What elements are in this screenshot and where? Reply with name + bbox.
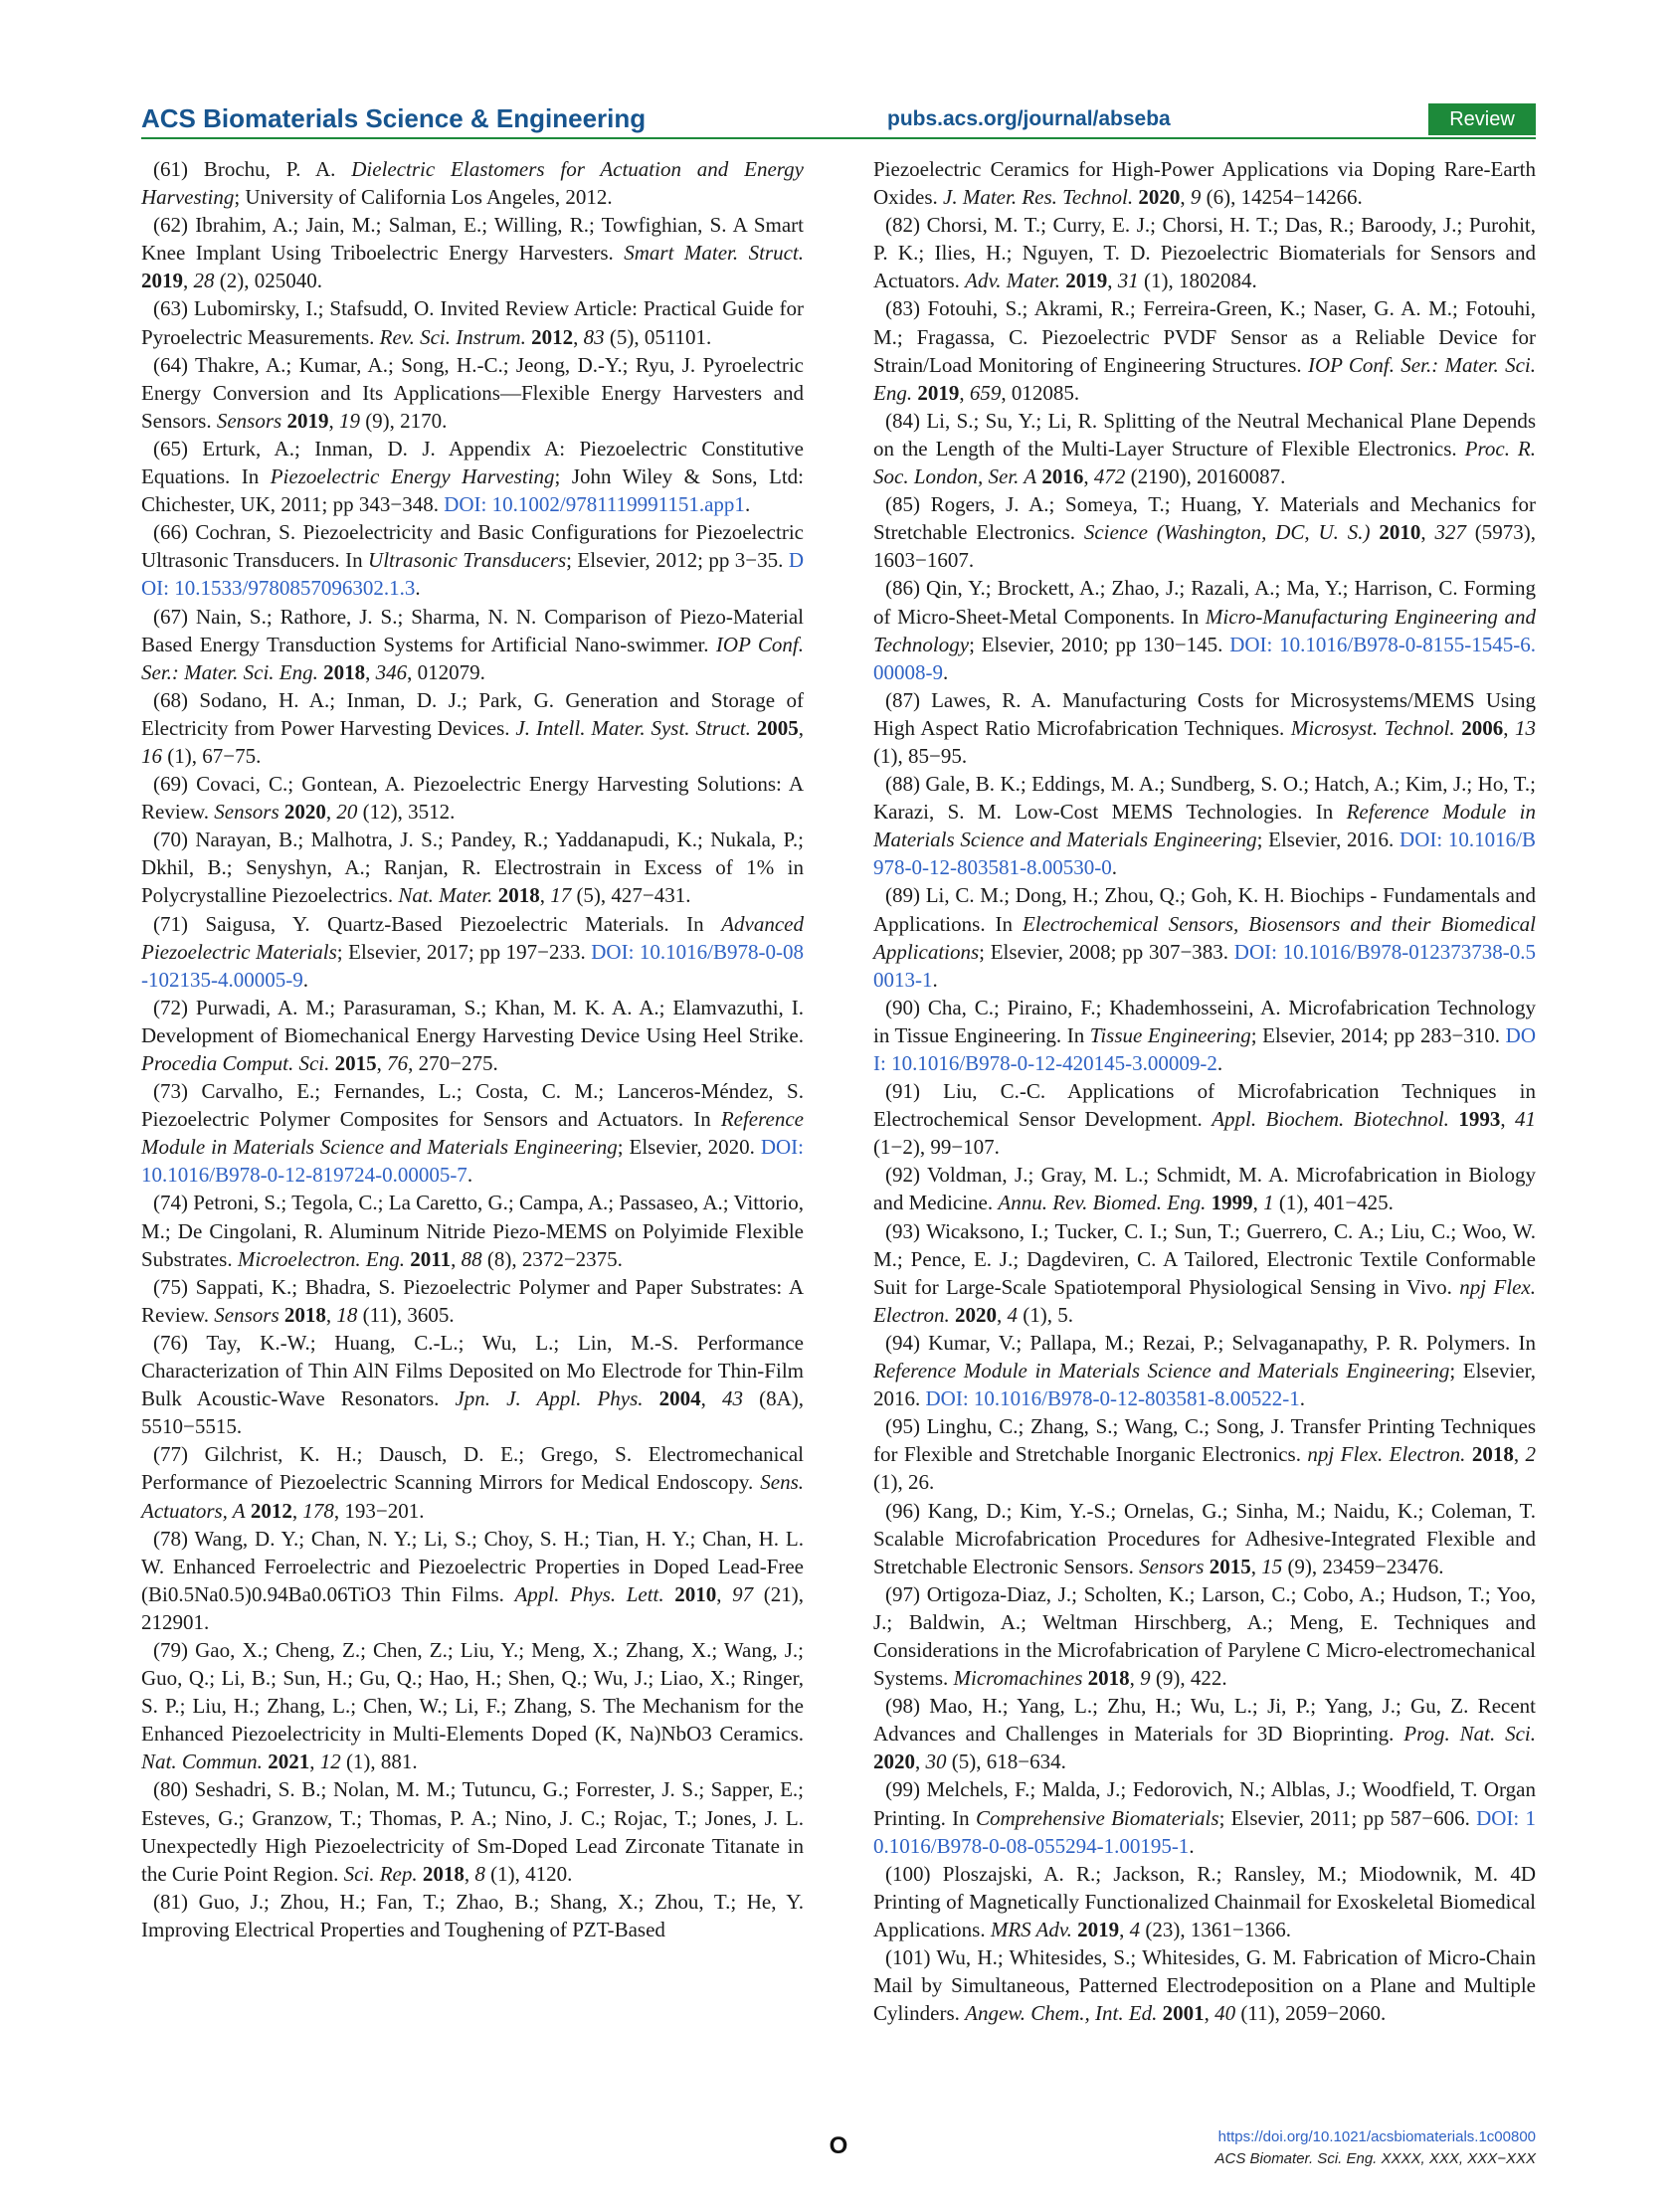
page-number: O — [829, 2132, 848, 2159]
references-column-left — [141, 155, 804, 1943]
reference-text: , — [1513, 1442, 1526, 1467]
reference-entry — [141, 211, 804, 294]
reference-text: (69) Covaci, C.; Gontean, A. Piezoelectric Energy Harvesting Solutions: A Review. — [141, 772, 804, 825]
reference-title-or-journal: Sensors — [216, 408, 282, 433]
reference-text: (88) Gale, B. K.; Eddings, M. A.; Sundberg, S. O.; Hatch, A.; Kim, J.; Ho, T.; Karazi, S. M. Low-Cost MEMS Technologies. In — [873, 772, 1536, 825]
reference-entry — [873, 1161, 1536, 1216]
reference-text: (1), 26. — [873, 1470, 935, 1495]
reference-text: (89) Li, C. M.; Dong, H.; Zhou, Q.; Goh, K. H. Biochips - Fundamentals and Applications. In — [873, 883, 1536, 936]
reference-year: 2004 — [658, 1386, 701, 1411]
reference-title-or-journal: Reference Module in Materials Science and Materials Engineering — [873, 1359, 1450, 1383]
reference-text: (91) Liu, C.-C. Applications of Microfabrication Techniques in Electrochemical Sensor Development. — [873, 1079, 1536, 1132]
reference-entry — [873, 211, 1536, 294]
reference-text: , — [376, 1051, 388, 1075]
reference-year: 2015 — [1209, 1554, 1251, 1578]
reference-text: (86) Qin, Y.; Brockett, A.; Zhao, J.; Razali, A.; Ma, Y.; Harrison, C. Forming of Micro-Sheet-Metal Components. In — [873, 576, 1536, 629]
reference-text: (12), 3512. — [357, 800, 456, 825]
reference-text: (1), 85−95. — [873, 743, 968, 768]
doi-link[interactable]: DOI: 10.1016/B978-012373738-0.50013-1 — [873, 939, 1536, 992]
reference-text: , — [915, 1750, 926, 1774]
reference-text: (77) Gilchrist, K. H.; Dausch, D. E.; Grego, S. Electromechanical Performance of Piezoelectric Scanning Mirrors for Medical Endoscopy. — [141, 1442, 804, 1495]
reference-entry — [873, 881, 1536, 993]
reference-year: 2019 — [917, 380, 960, 405]
reference-text: , — [309, 1750, 320, 1774]
reference-entry — [141, 1888, 804, 1943]
reference-text: (66) Cochran, S. Piezoelectricity and Basic Configurations for Piezoelectric Ultrasonic Transducers. In — [141, 520, 804, 573]
reference-title-or-journal: Reference Module in Materials Science and Materials Engineering — [141, 1107, 804, 1160]
reference-title-or-journal: Microelectron. Eng. — [237, 1246, 405, 1271]
reference-text: (101) Wu, H.; Whitesides, S.; Whitesides, G. M. Fabrication of Micro-Chain Mail by Simultaneous, Patterned Electrodeposition on a Plane and Multiple Cylinders. — [873, 1945, 1536, 2026]
reference-text: , — [1180, 185, 1191, 210]
reference-text: (98) Mao, H.; Yang, L.; Zhu, H.; Wu, L.; Ji, P.; Yang, J.; Gu, Z. Recent Advances and Challenges in Materials for 3D Bioprinting. — [873, 1694, 1536, 1747]
reference-year: 2018 — [497, 883, 540, 908]
reference-text: . — [415, 576, 421, 601]
reference-text: (2190), 20160087. — [1125, 464, 1286, 489]
reference-text: , — [539, 883, 551, 908]
reference-title-or-journal: 41 — [1515, 1107, 1537, 1132]
reference-entry — [873, 686, 1536, 770]
reference-text: (1), 4120. — [484, 1861, 573, 1886]
reference-text: . — [1111, 855, 1117, 880]
reference-entry — [873, 1775, 1536, 1859]
reference-text: (62) Ibrahim, A.; Jain, M.; Salman, E.; Willing, R.; Towfighian, S. A Smart Knee Implant Using Triboelectric Energy Harvesters. — [141, 213, 804, 266]
reference-text: Piezoelectric Ceramics for High-Power Applications via Doping Rare-Earth Oxides. — [873, 157, 1536, 210]
reference-entry — [141, 910, 804, 994]
reference-text: (64) Thakre, A.; Kumar, A.; Song, H.-C.; Jeong, D.-Y.; Ryu, J. Pyroelectric Energy Conversion and Its Applications—Flexible Energy Harvesters and Sensors. — [141, 352, 804, 433]
reference-text: , — [451, 1246, 462, 1271]
reference-text: (61) Brochu, P. A. — [153, 157, 352, 181]
reference-year: 2018 — [1471, 1442, 1514, 1467]
reference-title-or-journal: 178 — [302, 1498, 334, 1523]
reference-text: , — [1250, 1554, 1262, 1578]
doi-link[interactable]: DOI: 10.1002/9781119991151.app1 — [444, 492, 745, 517]
reference-text: (76) Tay, K.-W.; Huang, C.-L.; Wu, L.; Lin, M.-S. Performance Characterization of Thin AlN Films Deposited on Mo Electrode for Thin-Film Bulk Acoustic-Wave Resonators. — [141, 1330, 804, 1411]
reference-year: 2018 — [1087, 1666, 1130, 1691]
reference-title-or-journal: Adv. Mater. — [965, 269, 1060, 293]
reference-text: , — [183, 269, 194, 293]
reference-entry — [141, 435, 804, 518]
reference-entry — [873, 155, 1536, 211]
reference-entry — [873, 574, 1536, 685]
doi-link[interactable]: DOI: 10.1016/B978-0-12-803581-8.00530-0 — [873, 828, 1536, 880]
reference-text: (65) Erturk, A.; Inman, D. J. Appendix A: Piezoelectric Constitutive Equations. In — [141, 436, 804, 489]
reference-entry — [141, 1077, 804, 1189]
reference-text: , 193−201. — [333, 1498, 425, 1523]
reference-title-or-journal: Angew. Chem., Int. Ed. — [965, 2001, 1158, 2026]
reference-title-or-journal: Dielectric Elastomers for Actuation and Energy Harvesting — [141, 157, 804, 210]
reference-title-or-journal: 327 — [1434, 520, 1466, 545]
references-column-right — [873, 155, 1536, 2027]
reference-year: 2018 — [422, 1861, 465, 1886]
reference-text: , — [365, 659, 376, 684]
reference-entry — [873, 1497, 1536, 1580]
reference-year: 2011 — [410, 1246, 452, 1271]
reference-text: , — [325, 1302, 337, 1327]
reference-text: , — [1129, 1666, 1141, 1691]
reference-title-or-journal: 659 — [969, 380, 1002, 405]
reference-text: (5), 618−634. — [946, 1750, 1066, 1774]
reference-entry — [141, 1525, 804, 1636]
reference-title-or-journal: Sensors — [214, 800, 280, 825]
reference-text: , — [997, 1302, 1008, 1327]
reference-title-or-journal: 40 — [1214, 2001, 1236, 2026]
reference-text: (1−2), 99−107. — [873, 1135, 1000, 1160]
reference-text: (75) Sappati, K.; Bhadra, S. Piezoelectric Polymer and Paper Substrates: A Review. — [141, 1274, 804, 1327]
reference-text: ; Elsevier, 2014; pp 283−310. — [1250, 1022, 1506, 1047]
reference-title-or-journal: 43 — [722, 1386, 744, 1411]
reference-entry — [141, 1329, 804, 1440]
reference-text: ; Elsevier, 2011; pp 587−606. — [1218, 1805, 1477, 1830]
reference-entry — [873, 1580, 1536, 1692]
reference-title-or-journal: 472 — [1093, 464, 1126, 489]
reference-year: 2006 — [1461, 715, 1504, 740]
reference-title-or-journal: 16 — [141, 743, 162, 768]
reference-text: ; Elsevier, 2016. — [1256, 828, 1400, 852]
reference-title-or-journal: Appl. Biochem. Biotechnol. — [1212, 1107, 1449, 1132]
reference-title-or-journal: IOP Conf. Ser.: Mater. Sci. Eng. — [873, 352, 1536, 405]
reference-text: (81) Guo, J.; Zhou, H.; Fan, T.; Zhao, B.; Shang, X.; Zhou, T.; He, Y. Improving Electrical Properties and Toughening of PZT-Based — [141, 1889, 804, 1941]
reference-entry — [873, 1692, 1536, 1775]
reference-title-or-journal: 4 — [1007, 1302, 1019, 1327]
reference-title-or-journal: MRS Adv. — [990, 1917, 1072, 1941]
reference-text: , — [325, 800, 337, 825]
reference-year: 2019 — [1065, 269, 1108, 293]
journal-url-link[interactable]: pubs.acs.org/journal/abseba — [887, 107, 1171, 130]
reference-entry — [141, 351, 804, 435]
reference-title-or-journal: 9 — [1140, 1666, 1151, 1691]
reference-title-or-journal: Electrochemical Sensors, Biosensors and their Biomedical Applications — [873, 911, 1537, 964]
reference-text: (74) Petroni, S.; Tegola, C.; La Caretto, G.; Campa, A.; Passaseo, A.; Vittorio, M.; De Cingolani, R. Aluminum Nitride Piezo-MEMS on Polyimide Flexible Substrates. — [141, 1191, 804, 1271]
reference-text: ; Elsevier, 2016. — [873, 1359, 1536, 1411]
doi-link[interactable]: DOI: 10.1016/B978-0-12-420145-3.00009-2 — [873, 1022, 1536, 1075]
reference-text: (11), 2059−2060. — [1235, 2001, 1387, 2026]
reference-title-or-journal: Sensors — [214, 1302, 280, 1327]
doi-link[interactable]: DOI: 10.1016/B978-0-8155-1545-6.00008-9 — [873, 632, 1536, 684]
reference-title-or-journal: Proc. R. Soc. London, Ser. A — [873, 436, 1536, 489]
reference-title-or-journal: 83 — [583, 324, 605, 349]
doi-link[interactable]: DOI: 10.1533/9780857096302.1.3 — [141, 548, 804, 601]
reference-text: (84) Li, S.; Su, Y.; Li, R. Splitting of the Neutral Mechanical Plane Depends on the Length of the Multi-Layer Structure of Flexible Electronics. — [873, 408, 1536, 461]
reference-year: 2012 — [531, 324, 574, 349]
reference-title-or-journal: Micromachines — [953, 1666, 1083, 1691]
reference-title-or-journal: Ultrasonic Transducers — [368, 548, 567, 573]
reference-entry — [141, 1636, 804, 1775]
reference-entry — [873, 770, 1536, 881]
reference-text: (1), 5. — [1018, 1302, 1074, 1327]
reference-entry — [141, 294, 804, 350]
reference-text: (5), 427−431. — [571, 883, 691, 908]
reference-text: (21), 212901. — [141, 1581, 804, 1634]
reference-title-or-journal: Procedia Comput. Sci. — [141, 1051, 330, 1075]
reference-title-or-journal: Rev. Sci. Instrum. — [379, 324, 526, 349]
reference-entry — [873, 1217, 1536, 1329]
reference-title-or-journal: 1 — [1263, 1191, 1274, 1215]
reference-text: , — [1503, 715, 1515, 740]
reference-year: 2016 — [1041, 464, 1084, 489]
reference-year: 2020 — [873, 1750, 915, 1774]
reference-title-or-journal: Annu. Rev. Biomed. Eng. — [998, 1191, 1207, 1215]
reference-text: (73) Carvalho, E.; Fernandes, L.; Costa, C. M.; Lanceros-Méndez, S. Piezoelectric Polymer Composites for Sensors and Actuators. In — [141, 1079, 804, 1132]
reference-text: . — [466, 1163, 473, 1188]
reference-year: 2019 — [1077, 1917, 1120, 1941]
reference-text: (23), 1361−1366. — [1140, 1917, 1291, 1941]
reference-title-or-journal: npj Flex. Electron. — [873, 1274, 1537, 1327]
reference-title-or-journal: 12 — [319, 1750, 341, 1774]
reference-text: ; Elsevier, 2017; pp 197−233. — [336, 939, 592, 964]
reference-text: , — [1119, 1917, 1130, 1941]
reference-title-or-journal: 8 — [474, 1861, 485, 1886]
reference-text: . — [943, 659, 949, 684]
reference-entry — [141, 826, 804, 909]
reference-title-or-journal: 19 — [338, 408, 360, 433]
reference-entry — [141, 518, 804, 602]
reference-title-or-journal: 30 — [925, 1750, 947, 1774]
reference-text: (87) Lawes, R. A. Manufacturing Costs for Microsystems/MEMS Using High Aspect Ratio Microfabrication Techniques. — [873, 687, 1536, 740]
reference-year: 2020 — [955, 1302, 998, 1327]
article-citation: ACS Biomater. Sci. Eng. XXXX, XXX, XXX−XXX — [1214, 2150, 1536, 2167]
reference-entry — [873, 294, 1536, 406]
reference-text: , 012079. — [407, 659, 485, 684]
reference-title-or-journal: Sci. Rep. — [343, 1861, 418, 1886]
reference-year: 2019 — [286, 408, 329, 433]
reference-text: (71) Saigusa, Y. Quartz-Based Piezoelectric Materials. In — [153, 911, 722, 936]
doi-link[interactable]: DOI: 10.1016/B978-0-12-803581-8.00522-1 — [925, 1386, 1300, 1411]
reference-text: (67) Nain, S.; Rathore, J. S.; Sharma, N. N. Comparison of Piezo-Material Based Energy Transduction Systems for Artificial Nano-swimmer. — [141, 604, 804, 656]
header-divider — [141, 137, 1536, 139]
reference-year: 2021 — [268, 1750, 310, 1774]
doi-link[interactable]: DOI: 10.1016/B978-0-08-102135-4.00005-9 — [141, 939, 804, 992]
reference-title-or-journal: 4 — [1129, 1917, 1141, 1941]
reference-entry — [141, 1273, 804, 1329]
reference-text: ; John Wiley & Sons, Ltd: Chichester, UK, 2011; pp 343−348. — [141, 464, 804, 517]
reference-title-or-journal: 18 — [336, 1302, 358, 1327]
journal-title[interactable]: ACS Biomaterials Science & Engineering — [141, 103, 647, 133]
reference-year: 1999 — [1211, 1191, 1253, 1215]
reference-text: (11), 3605. — [357, 1302, 455, 1327]
reference-text: (96) Kang, D.; Kim, Y.-S.; Ornelas, G.; Sinha, M.; Naidu, K.; Coleman, T. Scalable Microfabrication Procedures for Adhesive-Integrated Flexible and Stretchable Electronic Sensors. — [873, 1498, 1536, 1578]
reference-text: , — [1204, 2001, 1215, 2026]
reference-text: (8A), 5510−5515. — [141, 1386, 805, 1439]
reference-title-or-journal: Tissue Engineering — [1089, 1022, 1251, 1047]
reference-text: . — [1189, 1833, 1195, 1858]
reference-title-or-journal: 2 — [1525, 1442, 1537, 1467]
reference-text — [644, 1386, 659, 1410]
reference-text: (78) Wang, D. Y.; Chan, N. Y.; Li, S.; Choy, S. H.; Tian, H. Y.; Chan, H. L. W. Enhanced Ferroelectric and Piezoelectric Properties in Doped Lead-Free (Bi0.5Na0.5)0.94Ba0.06TiO3 Thin Films. — [141, 1526, 804, 1606]
reference-text: (80) Seshadri, S. B.; Nolan, M. M.; Tutuncu, G.; Forrester, J. S.; Sapper, E.; Esteves, G.; Granzow, T.; Thomas, P. A.; Nino, J. C.; Rojac, T.; Jones, J. L. Unexpectedly High Piezoelectricity of Sm-Doped Lead Zirconate Titanate in the Curie Point Region. — [141, 1777, 804, 1886]
reference-text: , — [716, 1581, 733, 1606]
reference-text: . — [932, 967, 938, 992]
reference-text: (99) Melchels, F.; Malda, J.; Fedorovich, N.; Alblas, J.; Woodfield, T. Organ Printing. In — [873, 1777, 1536, 1830]
reference-text: (1), 67−75. — [162, 743, 262, 768]
reference-title-or-journal: 17 — [550, 883, 572, 908]
doi-link[interactable]: DOI: 10.1016/B978-0-12-819724-0.00005-7 — [141, 1135, 804, 1188]
reference-title-or-journal: 15 — [1261, 1554, 1283, 1578]
reference-text: (1), 401−425. — [1273, 1191, 1394, 1215]
reference-title-or-journal: 97 — [732, 1581, 754, 1606]
reference-title-or-journal: 346 — [375, 659, 408, 684]
reference-title-or-journal: Comprehensive Biomaterials — [975, 1805, 1219, 1830]
reference-title-or-journal: 31 — [1117, 269, 1139, 293]
reference-year: 1993 — [1458, 1107, 1501, 1132]
reference-text: , — [1083, 464, 1094, 489]
reference-title-or-journal: Science (Washington, DC, U. S.) — [1083, 520, 1371, 545]
reference-text — [1449, 1107, 1458, 1131]
reference-year: 2010 — [674, 1581, 717, 1606]
reference-text: , — [1252, 1191, 1264, 1215]
reference-title-or-journal: J. Mater. Res. Technol. — [943, 185, 1134, 210]
reference-entry — [873, 994, 1536, 1077]
reference-text: . — [744, 492, 751, 517]
reference-entry — [141, 1440, 804, 1524]
reference-title-or-journal: 20 — [336, 800, 358, 825]
reference-entry — [873, 1860, 1536, 1943]
reference-year: 2012 — [250, 1498, 292, 1523]
reference-text: (2), 025040. — [214, 269, 322, 293]
reference-title-or-journal: Microsyst. Technol. — [1290, 715, 1455, 740]
reference-text: (100) Ploszajski, A. R.; Jackson, R.; Ransley, M.; Miodownik, M. 4D Printing of Magnetically Functionalized Chainmail for Exoskeletal Biomedical Applications. — [873, 1861, 1536, 1941]
reference-text: ; Elsevier, 2020. — [617, 1135, 761, 1160]
reference-year: 2020 — [1138, 185, 1181, 210]
reference-entry — [141, 686, 804, 770]
reference-year: 2018 — [283, 1302, 326, 1327]
reference-text: (92) Voldman, J.; Gray, M. L.; Schmidt, M. A. Microfabrication in Biology and Medicine. — [873, 1163, 1536, 1215]
article-doi-link[interactable]: https://doi.org/10.1021/acsbiomaterials.1c00800 — [1217, 2128, 1536, 2145]
reference-text: , — [464, 1861, 475, 1886]
reference-title-or-journal: IOP Conf. Ser.: Mater. Sci. Eng. — [141, 632, 804, 684]
reference-title-or-journal: Appl. Phys. Lett. — [514, 1581, 664, 1606]
reference-year: 2018 — [323, 659, 366, 684]
reference-text: , — [700, 1386, 723, 1411]
reference-title-or-journal: Nat. Mater. — [398, 883, 493, 908]
reference-year: 2001 — [1162, 2001, 1205, 2026]
reference-title-or-journal: Smart Mater. Struct. — [624, 241, 804, 266]
reference-text: , — [573, 324, 584, 349]
reference-text: , — [798, 715, 804, 740]
reference-title-or-journal: npj Flex. Electron. — [1307, 1442, 1466, 1467]
reference-text: (94) Kumar, V.; Pallapa, M.; Rezai, P.; Selvaganapathy, P. R. Polymers. In — [885, 1330, 1536, 1355]
reference-title-or-journal: 76 — [387, 1051, 409, 1075]
reference-text: , — [1420, 520, 1435, 545]
reference-title-or-journal: Jpn. J. Appl. Phys. — [455, 1386, 644, 1411]
reference-title-or-journal: 13 — [1515, 715, 1536, 740]
reference-title-or-journal: Advanced Piezoelectric Materials — [141, 911, 804, 964]
reference-text: (79) Gao, X.; Cheng, Z.; Chen, Z.; Liu, Y.; Meng, X.; Zhang, X.; Wang, J.; Guo, Q.; Li, B.; Sun, H.; Gu, Q.; Hao, H.; Shen, Q.; Wu, J.; Liao, X.; Ringer, S. P.; Liu, H.; Zhang, L.; Chen, W.; Li, F.; Zhang, S. The Mechanism for the Enhanced Piezoelectricity in Multi-Elements Doped (K, Na)NbO3 Ceramics. — [141, 1637, 804, 1747]
doi-link[interactable]: DOI: 10.1016/B978-0-08-055294-1.00195-1 — [873, 1805, 1536, 1858]
section-badge: Review — [1428, 103, 1536, 135]
reference-text: (63) Lubomirsky, I.; Stafsudd, O. Invited Review Article: Practical Guide for Pyroelectric Measurements. — [141, 296, 804, 349]
reference-year: 2005 — [756, 715, 799, 740]
reference-entry — [141, 155, 804, 211]
reference-text: , — [328, 408, 339, 433]
reference-text: . — [302, 967, 308, 992]
reference-title-or-journal: 9 — [1190, 185, 1202, 210]
reference-text: ; University of California Los Angeles, 2012. — [234, 185, 613, 210]
reference-text: (68) Sodano, H. A.; Inman, D. J.; Park, G. Generation and Storage of Electricity from Power Harvesting Devices. — [141, 687, 804, 740]
reference-entry — [873, 490, 1536, 574]
reference-text: (95) Linghu, C.; Zhang, S.; Wang, C.; Song, J. Transfer Printing Techniques for Flexible and Stretchable Inorganic Electronics. — [873, 1414, 1536, 1467]
reference-title-or-journal: Micro-Manufacturing Engineering and Technology — [873, 604, 1536, 656]
reference-text: (9), 422. — [1150, 1666, 1227, 1691]
reference-text: , 012085. — [1001, 380, 1080, 405]
reference-text: (5), 051101. — [604, 324, 712, 349]
reference-text — [664, 1582, 675, 1606]
reference-text: (5973), 1603−1607. — [873, 520, 1537, 573]
reference-title-or-journal: 28 — [193, 269, 215, 293]
reference-entry — [873, 1077, 1536, 1161]
reference-text: ; Elsevier, 2012; pp 3−35. — [566, 548, 789, 573]
reference-entry — [873, 1329, 1536, 1412]
reference-text: (8), 2372−2375. — [481, 1246, 623, 1271]
reference-title-or-journal: 88 — [461, 1246, 482, 1271]
reference-entry — [873, 407, 1536, 490]
reference-entry — [141, 1775, 804, 1887]
reference-text: (85) Rogers, J. A.; Someya, T.; Huang, Y. Materials and Mechanics for Stretchable Electronics. — [873, 492, 1536, 545]
reference-text: (90) Cha, C.; Piraino, F.; Khademhosseini, A. Microfabrication Technology in Tissue Engineering. In — [873, 995, 1536, 1047]
reference-text: (9), 23459−23476. — [1282, 1554, 1444, 1578]
reference-text: ; Elsevier, 2008; pp 307−383. — [979, 939, 1234, 964]
reference-text: (83) Fotouhi, S.; Akrami, R.; Ferreira-Green, K.; Naser, G. A. M.; Fotouhi, M.; Fragassa, C. Piezoelectric PVDF Sensor as a Reliable Device for Strain/Load Monitoring of Engineering Structures. — [873, 296, 1536, 377]
reference-entry — [141, 1189, 804, 1272]
page-header — [141, 101, 1536, 137]
reference-text: (82) Chorsi, M. T.; Curry, E. J.; Chorsi, H. T.; Das, R.; Baroody, J.; Purohit, P. K.; Ilies, H.; Nguyen, T. D. Piezoelectric Biomaterials for Sensors and Actuators. — [873, 213, 1536, 293]
reference-entry — [873, 1412, 1536, 1496]
reference-text: (6), 14254−14266. — [1201, 185, 1363, 210]
reference-year: 2010 — [1379, 520, 1421, 545]
reference-text: (72) Purwadi, A. M.; Parasuraman, S.; Khan, M. K. A. A.; Elamvazuthi, I. Development of Biomechanical Energy Harvesting Device Using Heel Strike. — [141, 995, 804, 1047]
reference-title-or-journal: Nat. Commun. — [141, 1750, 263, 1774]
reference-text: , — [291, 1498, 303, 1523]
reference-text: , — [1500, 1107, 1516, 1132]
reference-text: (93) Wicaksono, I.; Tucker, C. I.; Sun, T.; Guerrero, C. A.; Liu, C.; Woo, W. M.; Pence, E. J.; Dagdeviren, C. A Tailored, Electronic Textile Conformable Suit for Large-Scale Spatiotemporal Physiological Sensing in Vivo. — [873, 1218, 1536, 1299]
reference-year: 2015 — [334, 1051, 377, 1075]
reference-text: , — [959, 380, 970, 405]
page-footer — [141, 2126, 1536, 2186]
reference-text: (1), 1802084. — [1138, 269, 1257, 293]
reference-year: 2020 — [283, 800, 326, 825]
reference-text: (97) Ortigoza-Diaz, J.; Scholten, K.; Larson, C.; Cobo, A.; Hudson, T.; Yoo, J.; Baldwin, A.; Weltman Hirschberg, A.; Meng, E. Techniques and Considerations in the Microfabrication of Parylene C Micro-electromechanical Systems. — [873, 1581, 1536, 1691]
reference-text: . — [1216, 1051, 1223, 1075]
reference-text: , — [1107, 269, 1118, 293]
reference-entry — [141, 994, 804, 1077]
reference-text: . — [1299, 1386, 1305, 1411]
reference-text: , 270−275. — [408, 1051, 498, 1075]
reference-title-or-journal: Sens. Actuators, A — [141, 1470, 804, 1523]
reference-title-or-journal: Reference Module in Materials Science and Materials Engineering — [873, 800, 1536, 852]
reference-entry — [873, 1943, 1536, 2027]
reference-text: (9), 2170. — [359, 408, 448, 433]
reference-title-or-journal: Sensors — [1139, 1554, 1205, 1578]
reference-title-or-journal: Prog. Nat. Sci. — [1403, 1722, 1537, 1747]
reference-text: (1), 881. — [340, 1750, 418, 1774]
reference-entry — [141, 770, 804, 826]
reference-title-or-journal: J. Intell. Mater. Syst. Struct. — [515, 715, 751, 740]
reference-year: 2019 — [141, 269, 183, 293]
reference-text: ; Elsevier, 2010; pp 130−145. — [969, 632, 1230, 656]
reference-entry — [141, 603, 804, 686]
reference-title-or-journal: Piezoelectric Energy Harvesting — [270, 464, 555, 489]
reference-text: (70) Narayan, B.; Malhotra, J. S.; Pandey, R.; Yaddanapudi, K.; Nukala, P.; Dkhil, B.; Senyshyn, A.; Ranjan, R. Electrostrain in Excess of 1% in Polycrystalline Piezoelectrics. — [141, 828, 804, 908]
